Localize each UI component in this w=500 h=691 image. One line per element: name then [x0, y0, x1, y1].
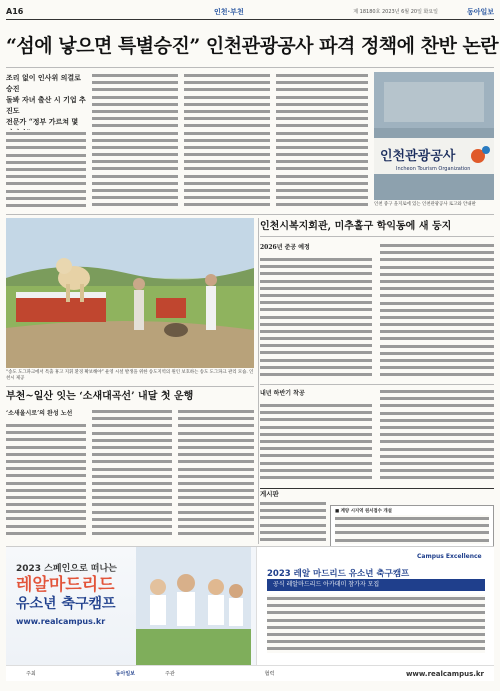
bucheon-body-col1: [6, 422, 86, 542]
footer-manage-label: 주관: [165, 671, 175, 677]
welfare-subtitle: 2026년 준공 예정: [260, 244, 310, 251]
bucheon-sub: [6, 408, 86, 420]
lead-subtitles: [6, 72, 86, 128]
footer-org: 동아일보: [115, 671, 135, 677]
bulletin-title: 게시판: [260, 490, 279, 498]
bulletin-body: [260, 500, 326, 544]
tourism-sign-photo: [374, 72, 494, 200]
footer-host-label: 주최: [26, 671, 36, 677]
real-madrid-camp-ad: [6, 546, 494, 680]
article-body-col4: [276, 72, 368, 212]
footer-coop-label: 협력: [264, 671, 275, 677]
dog-park-photo: [6, 218, 254, 368]
infobox-lines: [335, 515, 489, 544]
ad-kids-photo: [136, 547, 251, 665]
ad-right-brand: Campus Excellence: [417, 553, 482, 560]
footer-url: www.realcampus.kr: [405, 669, 484, 678]
ad-left-url: www.realcampus.kr: [16, 617, 106, 626]
section-divider: [6, 214, 494, 215]
bucheon-body-col3: [178, 408, 254, 542]
welfare-body-col1: [260, 256, 372, 380]
sign-text: 인천관광공사: [380, 149, 456, 164]
paper-logo: 동아일보: [466, 7, 494, 16]
building-sign-image: [374, 72, 494, 200]
ad-left-title2: 유소년 축구캠프: [16, 596, 116, 612]
ad-left-title: 레알마드리드: [16, 575, 115, 595]
issue-meta: 제 18180호 2023년 6월 20일 화요일: [353, 9, 438, 15]
welfare-subtitle-2: 내년 하반기 착공: [260, 390, 305, 397]
welfare-sub: [260, 242, 370, 254]
ad-left-top: 2023 스페인으로 떠나는: [16, 564, 117, 574]
ad-footer: [6, 665, 494, 681]
lead-subtitle: 전문가 “정부 가르쳐 몇: [6, 117, 79, 126]
welfare-article-title: 인천시복지회관, 미추홀구 학익동에 새 둥지: [260, 221, 452, 232]
main-headline: “섬에 낳으면 특별승진” 인천관광공사 파격 정책에 찬반 논란: [6, 24, 494, 68]
infobox-title: ■ 계양 시지역 원서접수 개설: [335, 509, 392, 514]
welfare-sub2-wrap: [260, 388, 360, 400]
ad-right-details: [267, 595, 485, 659]
bucheon-body-col2: [92, 408, 172, 542]
ad-right-panel: [256, 547, 494, 665]
sign-subtext: Incheon Tourism Organization: [396, 166, 471, 172]
welfare-body-col2: [380, 242, 494, 380]
article-body-col3: [184, 72, 270, 212]
bucheon-article-title: 부천~일산 잇는 ‘소새대곡선’ 내달 첫 운행: [6, 391, 194, 402]
column-divider: [258, 218, 259, 544]
article-body-col1: [6, 130, 86, 212]
ad-left-panel: [6, 547, 251, 665]
section-divider: [6, 386, 254, 387]
article-body-col2: [92, 72, 178, 212]
page-number: A16: [6, 7, 24, 16]
title-underline: [260, 236, 494, 237]
section-name: 인천·부천: [214, 7, 244, 16]
ad-right-title2: 공식 레알마드리드 아카데미 참가자 모집: [267, 579, 485, 591]
bucheon-subtitle: ‘소새울시로’의 완성 노선: [6, 410, 73, 417]
sign-photo-caption: 인천 중구 을지로에 있는 인천관광공사 로고와 안내판: [374, 202, 476, 207]
welfare-body-col4: [380, 388, 494, 484]
lead-subtitle: 돌봐 자녀 출산 시 기업 추진도: [6, 95, 86, 115]
ad-right-title: 2023 레알 마드리드 유소년 축구캠프: [267, 569, 410, 579]
welfare-body-col3: [260, 402, 372, 484]
dog-photo-caption: “송도 도그파크에서 특출 휴고 지휘 환경 확보해야” 운영 시설 발생을 위한 송도지역의 원인 보호하는 송도 도그파크 관리 모습. 인천시 제공: [6, 370, 254, 381]
exam-info-box: [330, 505, 494, 547]
page-header: [6, 4, 494, 20]
dog-park-image: [6, 218, 254, 368]
section-divider: [260, 384, 494, 385]
lead-subtitle: 조리 없이 인사위 의결로 승진: [6, 73, 81, 93]
